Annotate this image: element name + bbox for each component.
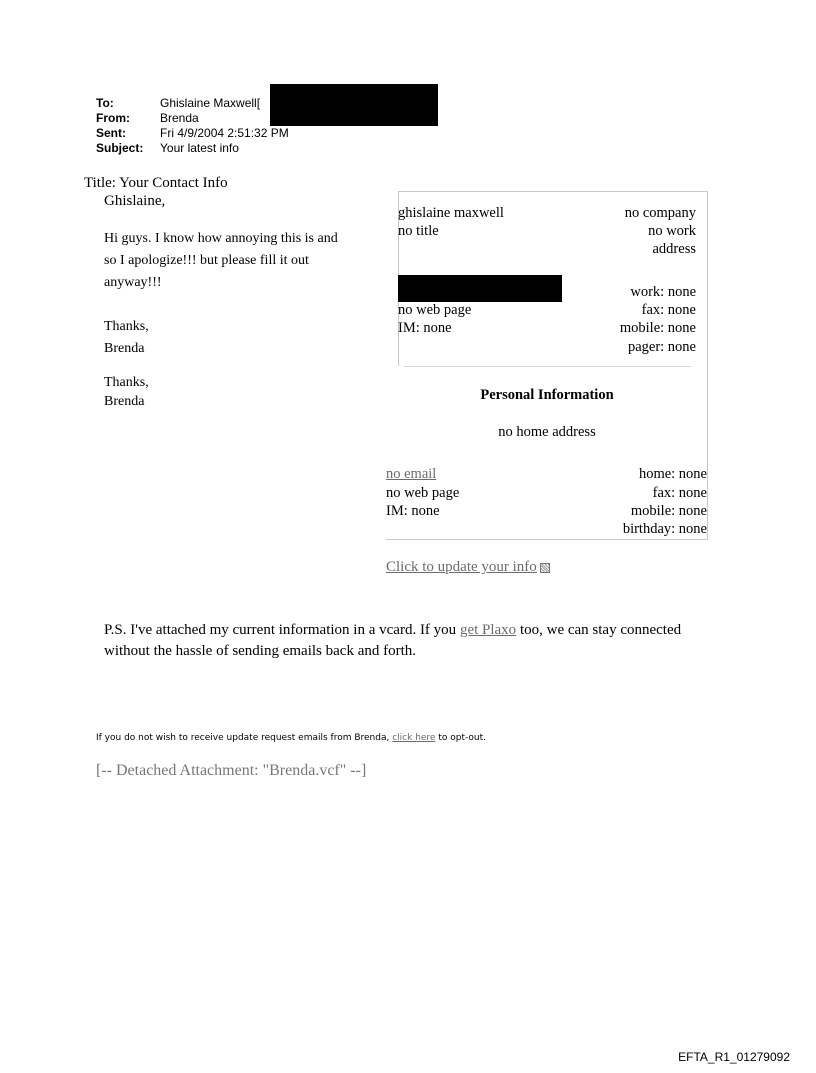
from-label: From:: [96, 111, 130, 125]
card-work-line: address: [652, 241, 696, 257]
redaction-box-card: [398, 275, 562, 302]
ps-paragraph: [104, 620, 764, 662]
card-fax: fax: none: [641, 302, 696, 318]
update-info-row: [386, 558, 550, 577]
card-name: ghislaine maxwell: [398, 205, 504, 221]
broken-image-icon: [540, 563, 550, 573]
card-pager: pager: none: [627, 339, 696, 355]
personal-web-page: no web page: [386, 485, 460, 501]
optout-line: [96, 733, 486, 744]
ps-text: P.S. I've attached my current information in a vcard. If you: [104, 622, 460, 638]
card-mobile: mobile: none: [619, 320, 696, 336]
to-label: To:: [96, 96, 114, 110]
card-border-bottom: [386, 539, 708, 540]
personal-heading: Personal Information: [480, 387, 614, 403]
ps-text: too, we can stay connected: [516, 622, 682, 638]
card-work-address: [560, 222, 696, 258]
personal-mobile: mobile: none: [630, 503, 707, 519]
message-line: anyway!!!: [104, 275, 162, 290]
card-im: IM: none: [398, 320, 452, 336]
personal-home-phone: home: none: [638, 466, 707, 482]
personal-im: IM: none: [386, 503, 440, 519]
card-title: no title: [398, 223, 439, 239]
card-border-right: [707, 191, 708, 540]
personal-birthday: birthday: none: [622, 521, 707, 537]
document-id: EFTA_R1_01279092: [678, 1050, 790, 1064]
signature-name: Brenda: [104, 394, 145, 409]
optout-text: to opt-out.: [435, 733, 487, 743]
signature-thanks: Thanks,: [104, 375, 149, 390]
card-divider: [404, 366, 691, 367]
to-value: Ghislaine Maxwell[: [160, 96, 261, 110]
redaction-box-header: [270, 84, 438, 126]
signature-thanks: Thanks,: [104, 319, 149, 334]
message-line: Hi guys. I know how annoying this is and: [104, 231, 338, 246]
subject-value: Your latest info: [160, 141, 239, 155]
personal-fax: fax: none: [652, 485, 707, 501]
signature-2: [104, 373, 149, 411]
card-work-line: no work: [648, 223, 696, 239]
optout-link[interactable]: click here: [392, 733, 436, 743]
card-work-phone: work: none: [630, 284, 696, 300]
signature-1: [104, 316, 149, 360]
card-company: no company: [624, 205, 696, 221]
from-value: Brenda: [160, 111, 199, 125]
personal-email-link[interactable]: no email: [386, 466, 437, 482]
get-plaxo-link[interactable]: get Plaxo: [459, 622, 517, 638]
ps-line-1: [104, 620, 764, 641]
message-text: [104, 230, 384, 296]
update-info-link[interactable]: Click to update your info: [386, 559, 537, 575]
subject-label: Subject:: [96, 141, 144, 155]
detached-attachment: [-- Detached Attachment: "Brenda.vcf" --]: [96, 762, 367, 779]
message-line: so I apologize!!! but please fill it out: [104, 253, 309, 268]
signature-name: Brenda: [104, 341, 145, 356]
home-address: no home address: [498, 424, 596, 440]
title-line: Title: Your Contact Info: [84, 175, 228, 191]
optout-text: If you do not wish to receive update request emails from Brenda,: [96, 733, 393, 743]
ps-line-2: without the hassle of sending emails back and forth.: [104, 643, 417, 659]
greeting: Ghislaine,: [104, 193, 166, 209]
card-web-page: no web page: [398, 302, 472, 318]
card-border-top: [398, 191, 708, 192]
sent-label: Sent:: [96, 126, 126, 140]
sent-value: Fri 4/9/2004 2:51:32 PM: [160, 126, 289, 140]
